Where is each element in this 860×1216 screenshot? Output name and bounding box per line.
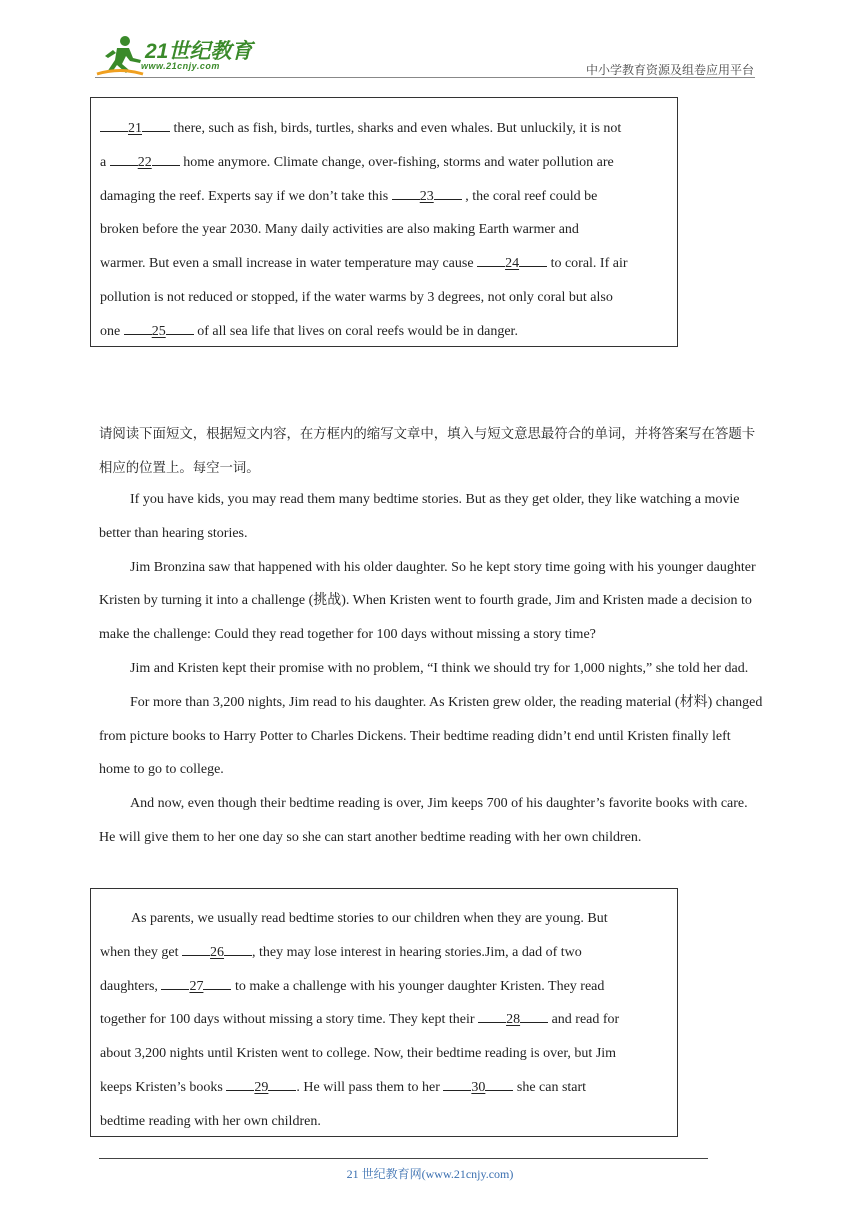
summary-box-1	[90, 97, 678, 347]
answer-blank-23[interactable]: 23	[392, 180, 462, 214]
header-platform-title: 中小学教育资源及组卷应用平台	[585, 63, 754, 77]
answer-blank-28[interactable]: 28	[478, 1003, 548, 1037]
box2-line: bedtime reading with her own children.	[100, 1113, 321, 1129]
box2-line: keeps Kristen’s books 29 . He will pass them to her 30 she can start	[100, 1071, 669, 1105]
passage-paragraph: If you have kids, you may read them many bedtime stories. But as they get older, they like watching a movie better than hearing stories.	[99, 492, 740, 541]
box1-line: broken before the year 2030. Many daily activities are also making Earth warmer and	[100, 222, 579, 238]
box2-line: As parents, we usually read bedtime stories to our children when they are young. But	[131, 911, 608, 926]
box1-line: damaging the reef. Experts say if we don’t take this 23 , the coral reef could be	[100, 180, 669, 214]
passage-paragraph: And now, even though their bedtime reading is over, Jim keeps 700 of his daughter’s favorite books with care. He will give them to her one day so she can start another bedtime reading with her own children.	[99, 796, 748, 845]
page-header	[0, 0, 860, 80]
answer-blank-29[interactable]: 29	[226, 1071, 296, 1105]
answer-blank-22[interactable]: 22	[110, 146, 180, 180]
box2-line: about 3,200 nights until Kristen went to college. Now, their bedtime reading is over, but Jim	[100, 1046, 617, 1062]
runner-logo-icon	[95, 34, 145, 78]
answer-blank-25[interactable]: 25	[124, 315, 194, 349]
footer-text[interactable]: 21 世纪教育网(www.21cnjy.com)	[346, 1167, 514, 1181]
box2-line: together for 100 days without missing a story time. They kept their 28 and read for	[100, 1003, 669, 1037]
box2-line: when they get 26 , they may lose interest in hearing stories.Jim, a dad of two	[100, 936, 669, 970]
logo-text: 21世纪教育	[145, 40, 253, 63]
answer-blank-26[interactable]: 26	[182, 936, 252, 970]
answer-blank-27[interactable]: 27	[161, 970, 231, 1004]
logo-url: www.21cnjy.com	[141, 61, 220, 71]
answer-blank-24[interactable]: 24	[477, 247, 547, 281]
answer-blank-30[interactable]: 30	[443, 1071, 513, 1105]
box1-line: warmer. But even a small increase in water temperature may cause 24 to coral. If air	[100, 247, 669, 281]
box1-line: a 22 home anymore. Climate change, over-fishing, storms and water pollution are	[100, 146, 669, 180]
box1-line: one 25 of all sea life that lives on coral reefs would be in danger.	[100, 315, 669, 349]
site-logo	[95, 34, 260, 78]
passage-paragraph: Jim Bronzina saw that happened with his older daughter. So he kept story time going with his younger daughter Kristen by turning it into a challenge (挑战). When Kristen went to fourth grade, Jim and Kristen made a decision to make the challenge: Could they read together for 100 days without missing a story time?	[99, 559, 756, 643]
passage-paragraph: Jim and Kristen kept their promise with no problem, “I think we should try for 1,000 nights,” she told her dad.	[130, 660, 749, 676]
footer-divider	[99, 1158, 708, 1159]
task-instruction: 请阅读下面短文，根据短文内容，在方框内的缩写文章中，填入与短文意思最符合的单词，并将答案写在答题卡相应的位置上。每空一词。	[99, 427, 756, 476]
header-divider	[95, 77, 755, 78]
box1-line: 21 there, such as fish, birds, turtles, sharks and even whales. But unluckily, it is not	[100, 112, 669, 146]
passage-paragraph: For more than 3,200 nights, Jim read to his daughter. As Kristen grew older, the reading material (材料) changed from picture books to Harry Potter to Charles Dickens. Their bedtime reading didn’t end until Kristen finally left home to go to college.	[99, 694, 763, 778]
reading-passage	[99, 483, 764, 855]
box2-line: daughters, 27 to make a challenge with his younger daughter Kristen. They read	[100, 970, 669, 1004]
box1-line: pollution is not reduced or stopped, if the water warms by 3 degrees, not only coral but also	[100, 289, 613, 305]
summary-box-2	[90, 888, 678, 1137]
answer-blank-21[interactable]: 21	[100, 112, 170, 146]
